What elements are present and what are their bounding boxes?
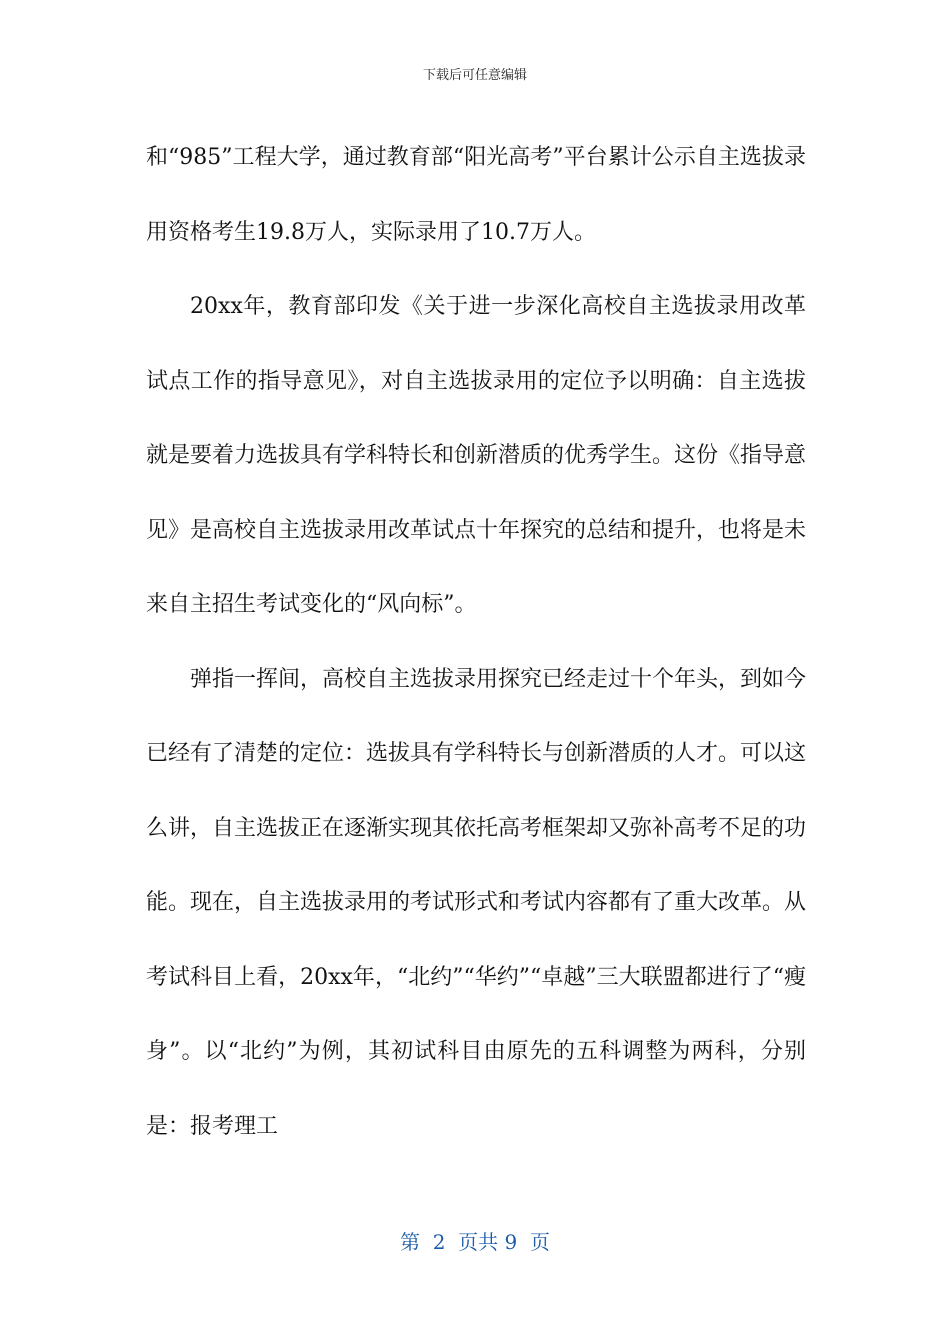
document-body [146,121,806,1164]
paragraph-1: 和“985”工程大学，通过教育部“阳光高考”平台累计公示自主选拔录用资格考生19.8万人，实际录用了10.7万人。 [146,145,806,245]
page-header: 下载后可任意编辑 [422,68,527,83]
paragraph-3: 弹指一挥间，高校自主选拔录用探究已经走过十个年头，到如今已经有了清楚的定位：选拔具有学科特长与创新潜质的人才。可以这么讲，自主选拔正在逐渐实现其依托高考框架却又弥补高考不足的功能。现在，自主选拔录用的考试形式和考试内容都有了重大改革。从考试科目上看，20xx年，“北约”“华约”“卓越”三大联盟都进行了“瘦身”。以“北约”为例，其初试科目由原先的五科调整为两科，分别是：报考理工 [146,666,807,1139]
page-footer: 第 2 页共 9 页 [400,1230,550,1254]
paragraph-2: 20xx年，教育部印发《关于进一步深化高校自主选拔录用改革试点工作的指导意见》，对自主选拔录用的定位予以明确：自主选拔就是要着力选拔具有学科特长和创新潜质的优秀学生。这份《指导意见》是高校自主选拔录用改革试点十年探究的总结和提升，也将是未来自主招生考试变化的“风向标”。 [146,294,807,617]
